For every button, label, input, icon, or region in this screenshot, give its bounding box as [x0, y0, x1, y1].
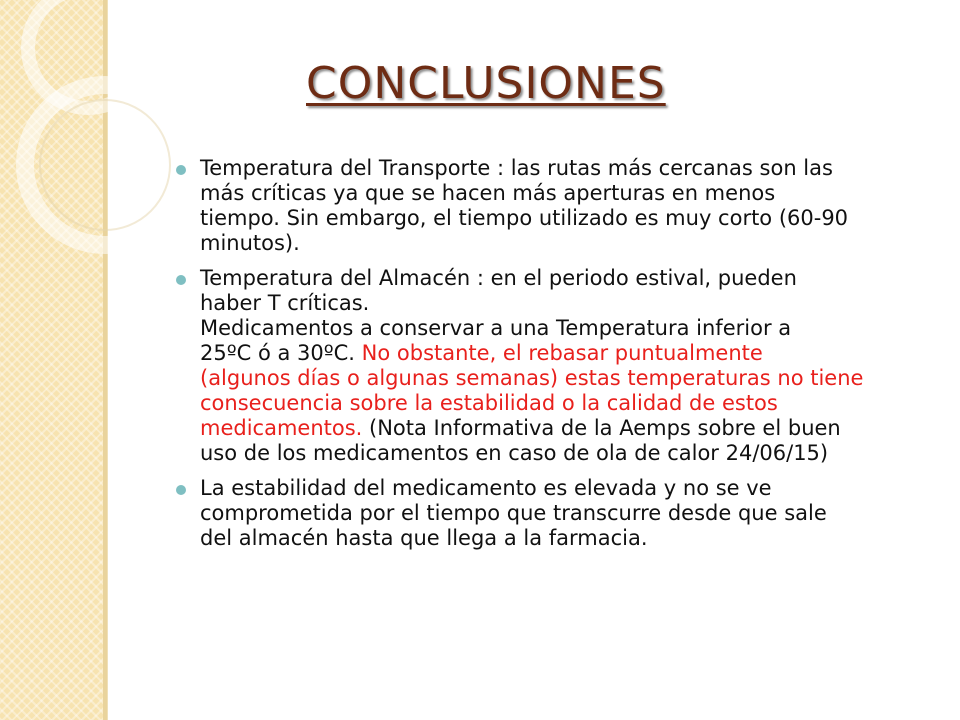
- bullet-dot-icon: [176, 165, 186, 175]
- slide-title: CONCLUSIONES: [306, 58, 666, 109]
- bullet-text-line: más críticas ya que se hacen más aperturas en menos: [200, 181, 776, 205]
- bullet-text-line: del almacén hasta que llega a la farmacia.: [200, 526, 648, 550]
- bullet-text-segment: (Nota Informativa de la Aemps sobre el buen: [362, 416, 841, 440]
- bullet-text-line: comprometida por el tiempo que transcurre desde que sale: [200, 501, 827, 525]
- highlighted-text-line: (algunos días o algunas semanas) estas temperaturas no tiene: [200, 366, 864, 390]
- bullet-text-line-mixed: [200, 416, 934, 441]
- bullet-text-line: La estabilidad del medicamento es elevada y no se ve: [200, 476, 772, 500]
- highlighted-text-line: consecuencia sobre la estabilidad o la calidad de estos: [200, 391, 778, 415]
- bullet-text-line: Temperatura del Almacén : en el periodo estival, pueden: [200, 266, 797, 290]
- highlighted-text-segment: No obstante, el rebasar puntualmente: [361, 341, 763, 365]
- bullet-item-stability: [174, 476, 934, 551]
- bullet-text-line: tiempo. Sin embargo, el tiempo utilizado es muy corto (60-90: [200, 206, 849, 230]
- bullet-item-warehouse: [174, 266, 934, 466]
- decorative-circles: [0, 0, 200, 300]
- bullet-list: [174, 156, 934, 561]
- bullet-text-line: minutos).: [200, 231, 300, 255]
- bullet-text-line: haber T críticas.: [200, 291, 370, 315]
- bullet-dot-icon: [176, 485, 186, 495]
- bullet-dot-icon: [176, 275, 186, 285]
- bullet-text-segment: 25ºC ó a 30ºC.: [200, 341, 362, 365]
- bullet-text-line: Temperatura del Transporte : las rutas más cercanas son las: [200, 156, 833, 180]
- bullet-text-line: uso de los medicamentos en caso de ola de calor 24/06/15): [200, 441, 829, 465]
- bullet-text-line-mixed: [200, 341, 934, 366]
- bullet-text-line: Medicamentos a conservar a una Temperatura inferior a: [200, 316, 792, 340]
- bullet-item-transport: [174, 156, 934, 256]
- highlighted-text-segment: medicamentos.: [200, 416, 363, 440]
